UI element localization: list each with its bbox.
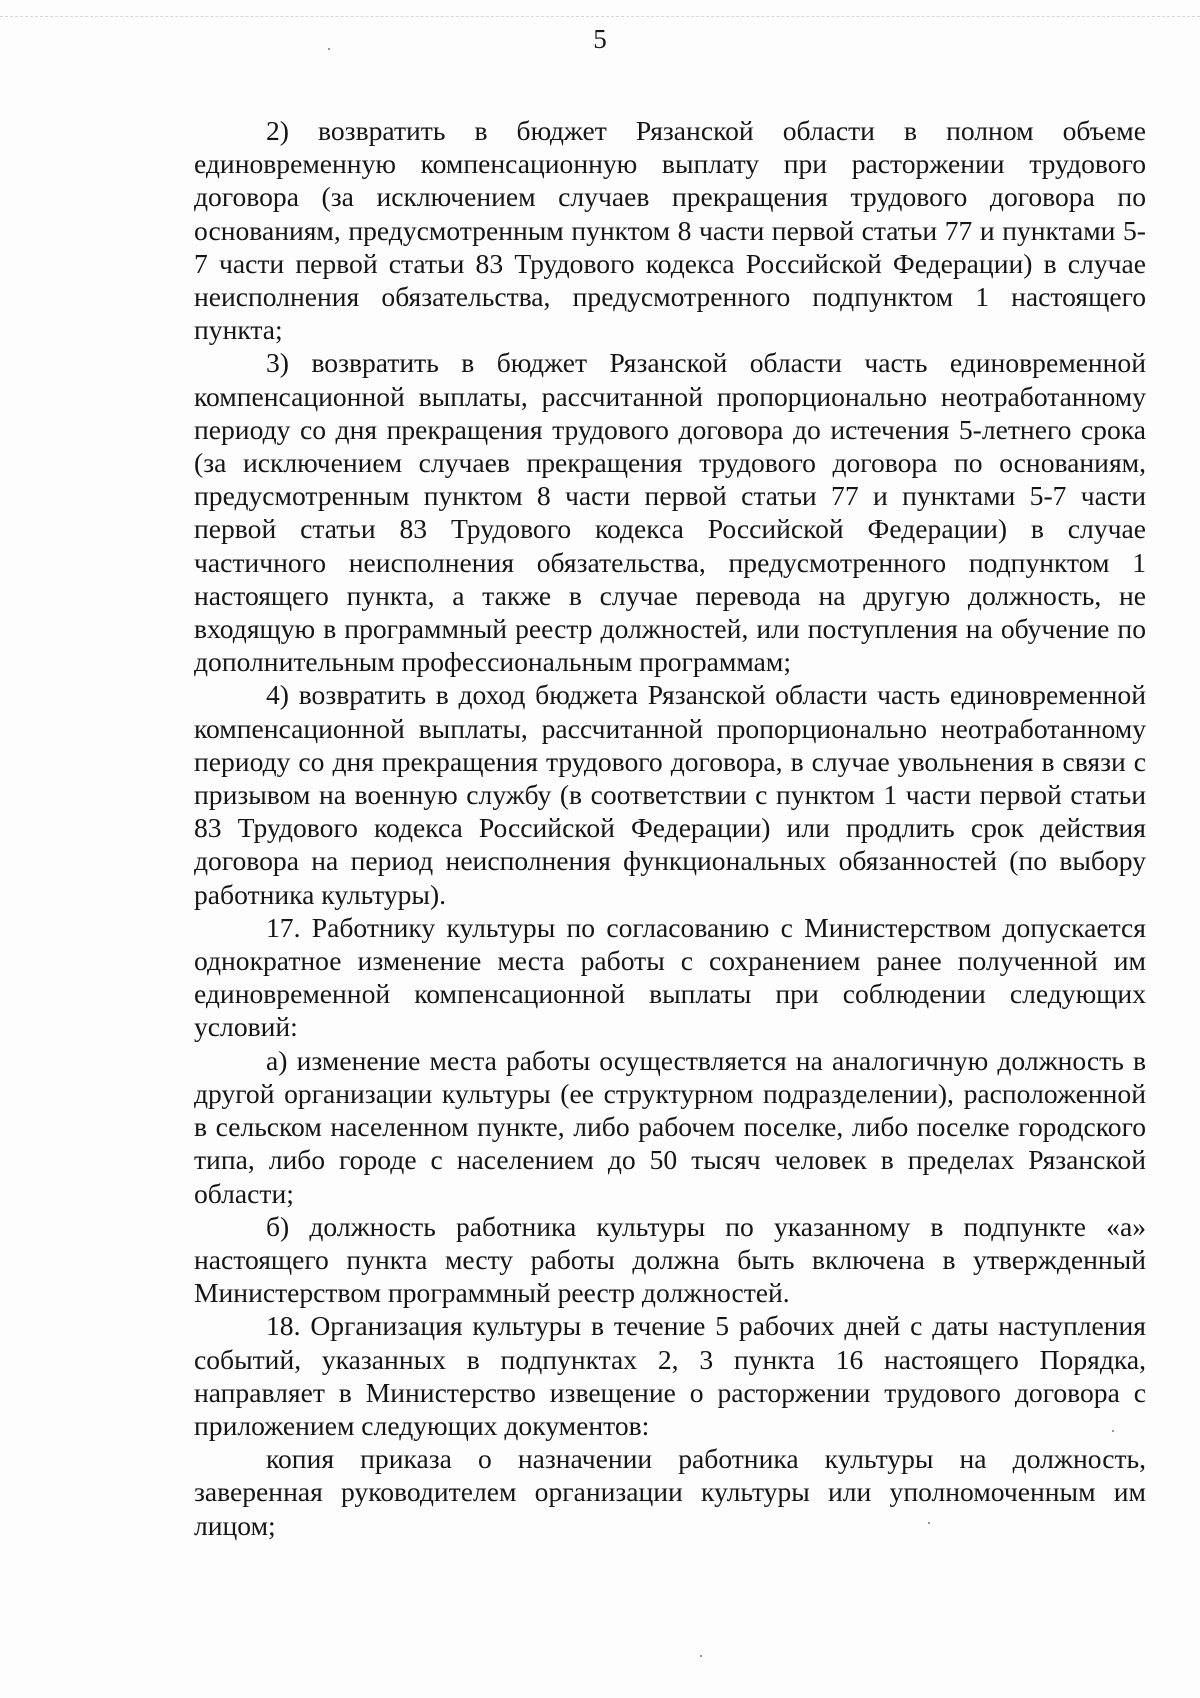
paragraph-subitem-4: 4) возвратить в доход бюджета Рязанской области часть единовременной компенсационной выплаты, рассчитанной пропорционально неотработанному периоду со дня прекращения трудового договора, в случае увольнения в связи с призывом на военную службу (в соответствии с пунктом 1 части первой статьи 83 Трудового кодекса Российской Федерации) или продлить срок действия договора на период неисполнения функциональных обязанностей (по выбору работника культуры). [194,679,1146,910]
paragraph-order-copy: копия приказа о назначении работника культуры на должность, заверенная руководителем организации культуры или уполномоченным им лицом; [194,1443,1146,1541]
paragraph-subitem-a: а) изменение места работы осуществляется на аналогичную должность в другой организации культуры (ее структурном подразделении), расположенной в сельском населенном пункте, либо рабочем поселке, либо поселке городского типа, либо городе с населением до 50 тысяч человек в пределах Рязанской области; [194,1044,1146,1209]
scan-speck [1112,1430,1114,1432]
page-number: 5 [593,24,607,54]
paragraph-subitem-3: 3) возвратить в бюджет Рязанской области часть единовременной компенсационной выплаты, рассчитанной пропорционально неотработанному периоду со дня прекращения трудового договора до истечения 5-летнего срока (за исключением случаев прекращения трудового договора по основаниям, предусмотренным пунктом 8 части первой статьи 77 и пунктами 5-7 части первой статьи 83 Трудового кодекса Российской Федерации) в случае частичного неисполнения обязательства, предусмотренного подпунктом 1 настоящего пункта, а также в случае перевода на другую должность, не входящую в программный реестр должностей, или поступления на обучение по дополнительным профессиональным программам; [194,347,1146,678]
scan-speck [328,48,330,50]
paragraph-subitem-b: б) должность работника культуры по указанному в подпункте «а» настоящего пункта месту работы должна быть включена в утвержденный Министерством программный реестр должностей. [194,1210,1146,1309]
paragraph-item-17: 17. Работнику культуры по согласованию с Министерством допускается однократное изменение места работы с сохранением ранее полученной им единовременной компенсационной выплаты при соблюдении следующих условий: [194,911,1146,1043]
paragraph-item-18: 18. Организация культуры в течение 5 рабочих дней с даты наступления событий, указанных в подпунктах 2, 3 пункта 16 настоящего Порядка, направляет в Министерство извещение о расторжении трудового договора с приложением следующих документов: [194,1310,1146,1441]
document-body [194,114,1146,1542]
scan-speck [700,1655,702,1657]
paragraph-subitem-2: 2) возвратить в бюджет Рязанской области в полном объеме единовременную компенсационную выплату при расторжении трудового договора (за исключением случаев прекращения трудового договора по основаниям, предусмотренным пунктом 8 части первой статьи 77 и пунктами 5-7 части первой статьи 83 Трудового кодекса Российской Федерации) в случае неисполнения обязательства, предусмотренного подпунктом 1 настоящего пункта; [194,115,1146,346]
scan-speck [928,1522,930,1524]
